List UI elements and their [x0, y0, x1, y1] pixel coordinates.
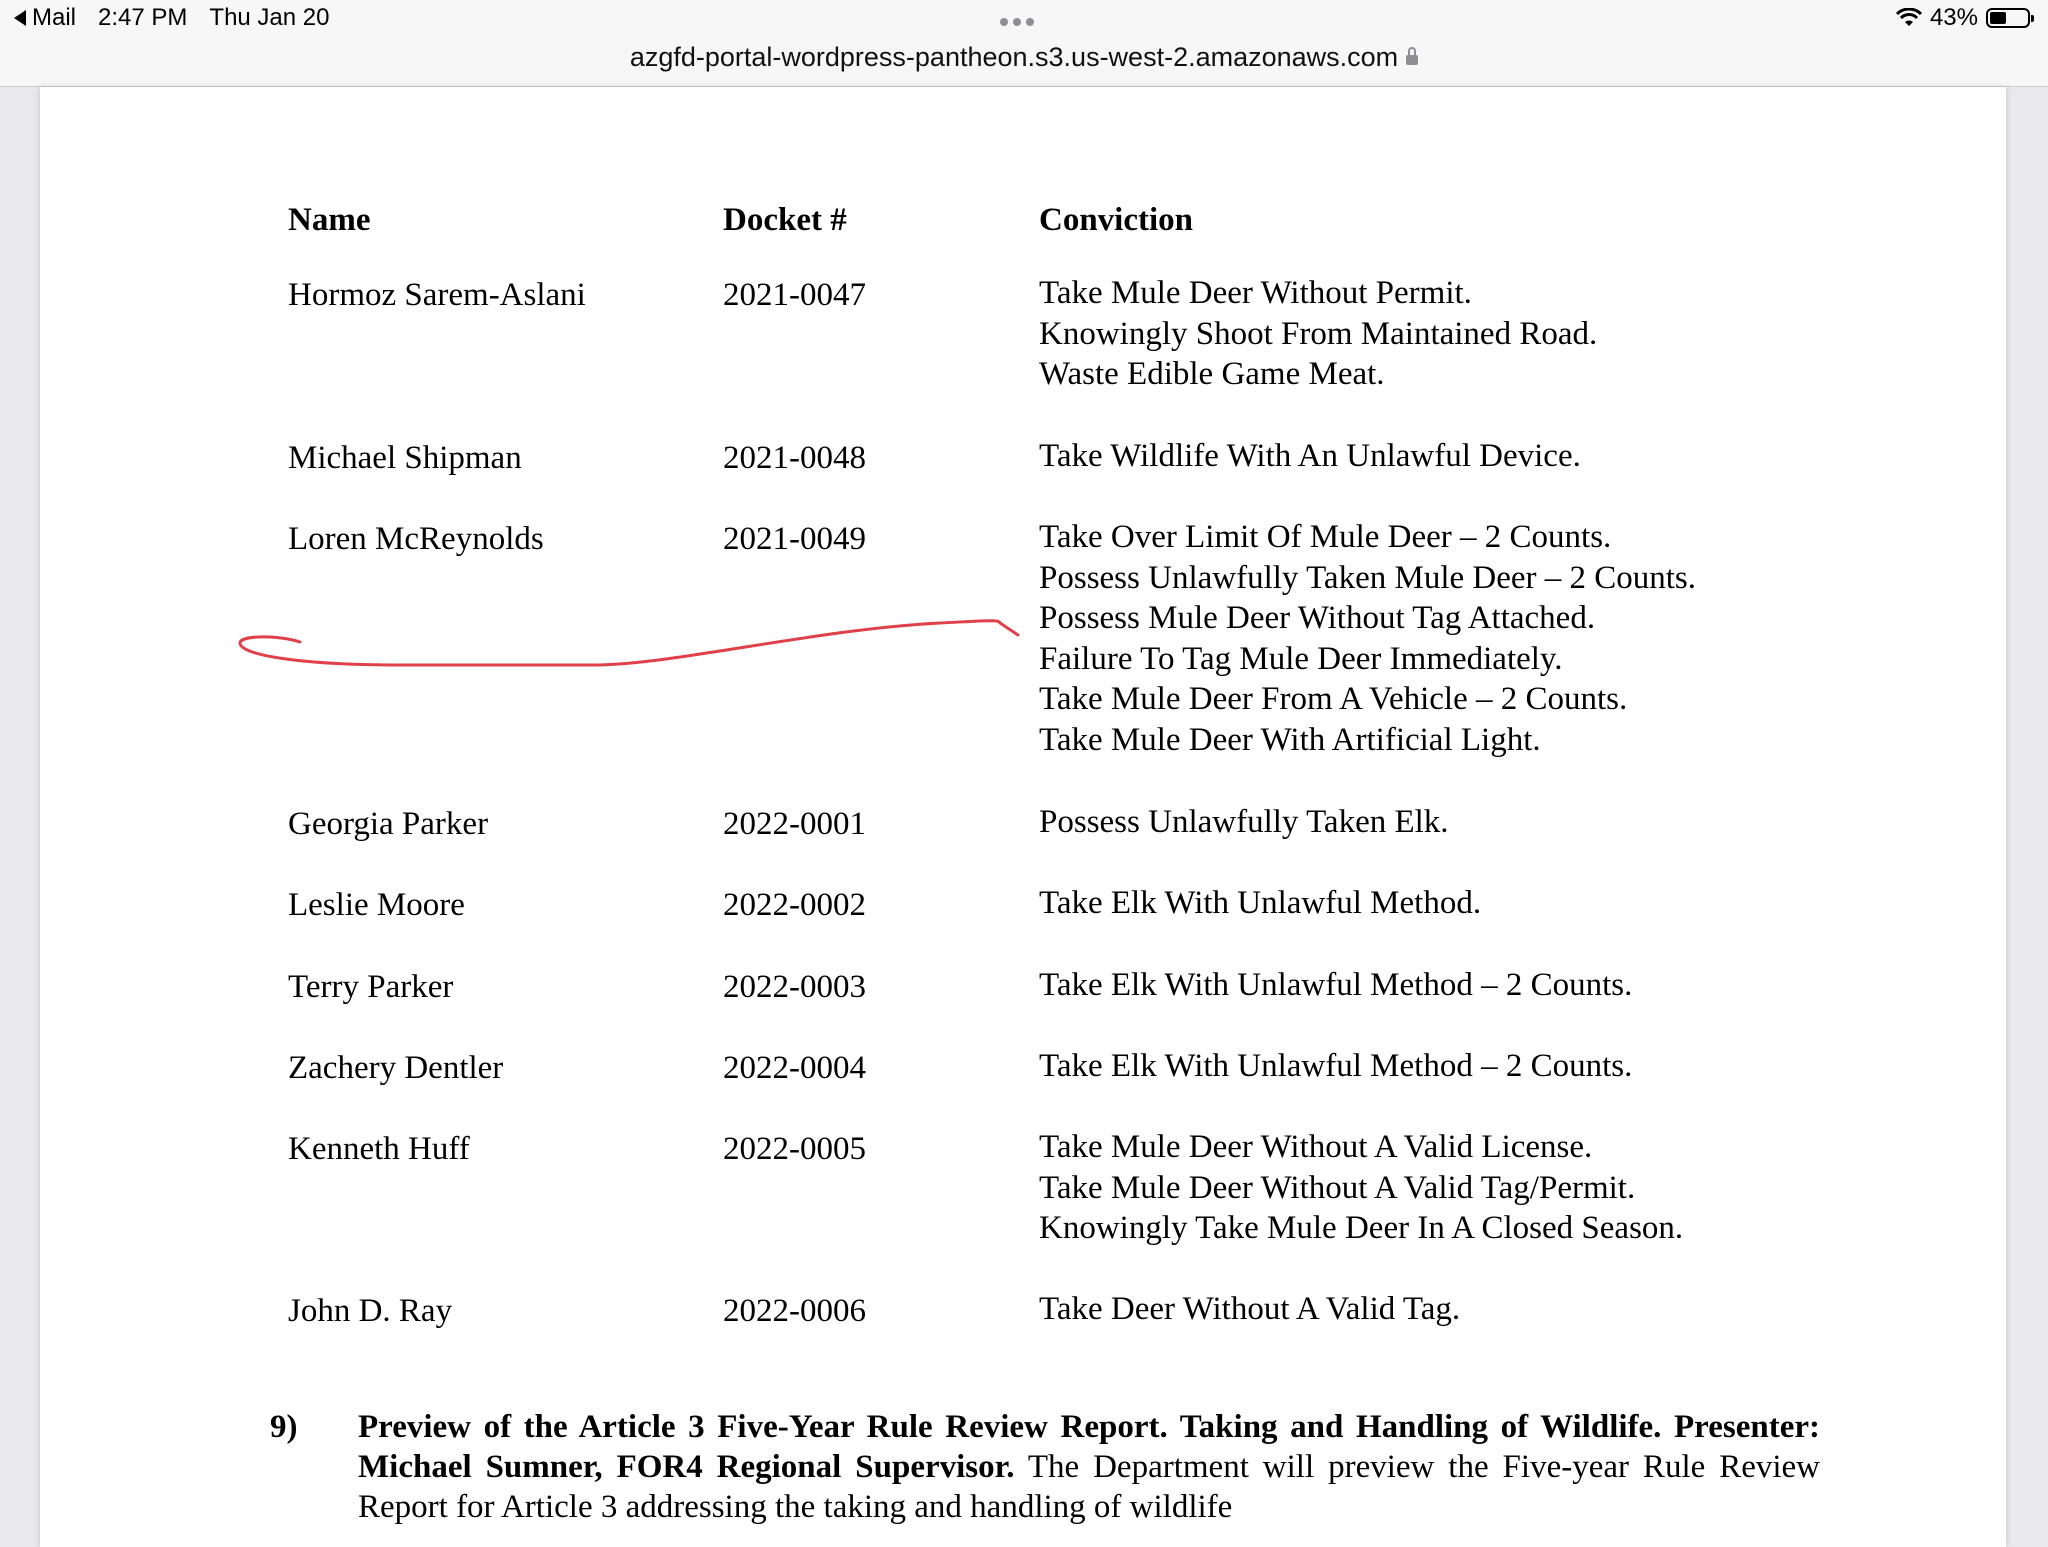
table-row-convictions	[1039, 802, 1449, 843]
agenda-item-text	[358, 1407, 1820, 1527]
table-row-convictions	[1039, 517, 1696, 760]
conviction-line: Take Mule Deer Without Permit.	[1039, 275, 1472, 311]
conviction-line: Take Elk With Unlawful Method.	[1039, 885, 1482, 921]
table-row-name: John D. Ray	[288, 1293, 453, 1329]
table-row-docket: 2022-0002	[723, 887, 866, 923]
conviction-line: Take Mule Deer Without A Valid Tag/Permit.	[1039, 1169, 1636, 1206]
header-conviction: Conviction	[1039, 202, 1194, 238]
table-row-convictions	[1039, 273, 1597, 395]
back-arrow-icon[interactable]	[14, 10, 26, 26]
table-row-name: Zachery Dentler	[288, 1050, 504, 1086]
table-row-docket: 2022-0006	[723, 1293, 866, 1329]
table-row-name: Loren McReynolds	[288, 521, 544, 557]
url-text: azgfd-portal-wordpress-pantheon.s3.us-west-2.amazonaws.com	[629, 42, 1399, 72]
conviction-line: Take Elk With Unlawful Method – 2 Counts.	[1039, 1048, 1633, 1084]
table-row-name: Michael Shipman	[288, 440, 522, 476]
table-row-convictions	[1039, 1127, 1683, 1249]
table-row-docket: 2021-0047	[723, 277, 866, 313]
table-row-convictions	[1039, 883, 1481, 924]
table-row-name: Georgia Parker	[288, 806, 489, 842]
table-row-name: Terry Parker	[288, 969, 454, 1005]
battery-icon	[1986, 8, 2030, 28]
address-bar[interactable]	[0, 42, 2048, 73]
table-row-convictions	[1039, 1046, 1632, 1087]
conviction-line: Possess Unlawfully Taken Mule Deer – 2 Counts.	[1039, 559, 1697, 596]
table-row-name: Leslie Moore	[288, 887, 465, 923]
document-page	[40, 87, 2006, 1547]
conviction-line: Take Elk With Unlawful Method – 2 Counts.	[1039, 967, 1633, 1003]
agenda-item-title: Preview of the Article 3 Five-Year Rule Review Report. Taking and Handling of Wildlife. Presenter: Michael Sumner, FOR4 Regional Supervisor.	[358, 1409, 1820, 1485]
conviction-line: Take Wildlife With An Unlawful Device.	[1039, 438, 1581, 474]
status-left	[14, 4, 330, 32]
table-row-docket: 2022-0003	[723, 969, 866, 1005]
table-row-convictions	[1039, 1289, 1460, 1330]
agenda-item-body: The Department will preview the Five-year Rule Review Report for Article 3 addressing the taking and handling of wildlife	[358, 1449, 1820, 1525]
multitasking-dots-icon[interactable]	[1000, 18, 1034, 26]
conviction-line: Take Mule Deer From A Vehicle – 2 Counts.	[1039, 681, 1628, 717]
table-row-docket: 2022-0004	[723, 1050, 866, 1086]
conviction-line: Take Mule Deer Without A Valid License.	[1039, 1129, 1593, 1165]
table-row-name: Hormoz Sarem-Aslani	[288, 277, 586, 313]
conviction-line: Take Deer Without A Valid Tag.	[1039, 1291, 1461, 1327]
conviction-line: Knowingly Shoot From Maintained Road.	[1039, 315, 1598, 352]
table-row-name: Kenneth Huff	[288, 1131, 470, 1167]
table-row-docket: 2022-0005	[723, 1131, 866, 1167]
status-right	[1896, 4, 2030, 32]
table-row-convictions	[1039, 965, 1632, 1006]
conviction-line: Take Over Limit Of Mule Deer – 2 Counts.	[1039, 519, 1612, 555]
date: Thu Jan 20	[209, 4, 330, 31]
agenda-item-number: 9)	[270, 1409, 298, 1445]
conviction-line: Failure To Tag Mule Deer Immediately.	[1039, 640, 1563, 677]
table-row-convictions	[1039, 436, 1581, 477]
table-row-docket: 2021-0049	[723, 521, 866, 557]
wifi-icon	[1896, 8, 1922, 28]
clock: 2:47 PM	[98, 4, 188, 31]
battery-percent: 43%	[1929, 4, 1978, 31]
conviction-line: Possess Mule Deer Without Tag Attached.	[1039, 600, 1596, 636]
conviction-line: Waste Edible Game Meat.	[1039, 356, 1385, 392]
back-to-app-link[interactable]: Mail	[32, 4, 77, 31]
document-content	[40, 87, 2006, 1547]
status-bar	[0, 0, 2048, 87]
conviction-line: Take Mule Deer With Artificial Light.	[1039, 721, 1541, 758]
conviction-line: Possess Unlawfully Taken Elk.	[1039, 804, 1449, 840]
header-docket: Docket #	[723, 202, 847, 238]
header-name: Name	[288, 202, 371, 238]
conviction-line: Knowingly Take Mule Deer In A Closed Season.	[1039, 1210, 1684, 1246]
table-row-docket: 2021-0048	[723, 440, 866, 476]
table-row-docket: 2022-0001	[723, 806, 866, 842]
lock-icon	[1406, 55, 1418, 65]
